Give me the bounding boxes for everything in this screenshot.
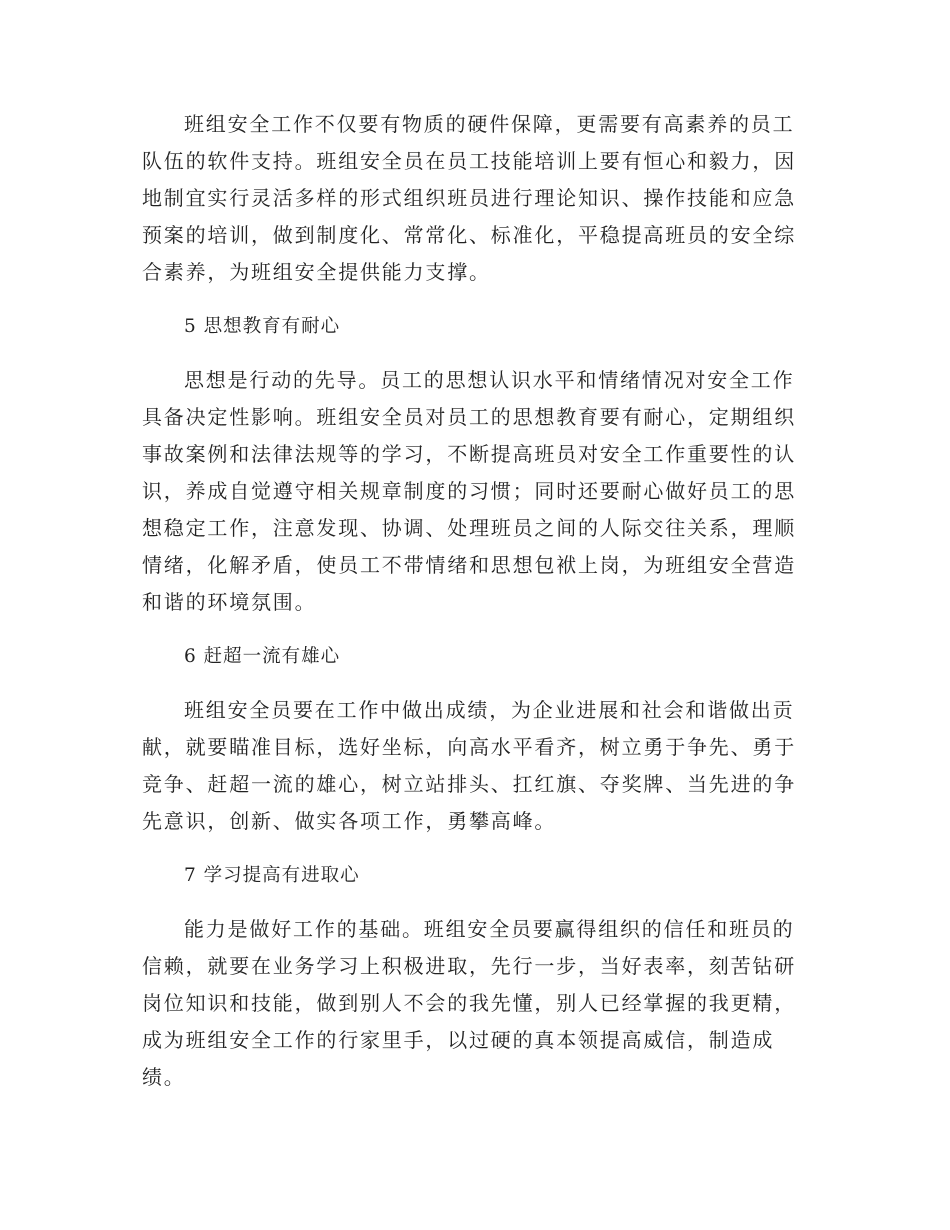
- paragraph-line: 思想是行动的先导。员工的思想认识水平和情绪情况对安全工作: [184, 368, 795, 392]
- section-heading: 5 思想教育有耐心: [184, 316, 341, 337]
- spacer: [142, 894, 808, 911]
- paragraph-line: 先意识，创新、做实各项工作，勇攀高峰。: [142, 809, 557, 833]
- paragraph: [142, 692, 808, 840]
- paragraph-line: 地制宜实行灵活多样的形式组织班员进行理论知识、操作技能和应急: [142, 186, 796, 210]
- spacer: [142, 621, 808, 638]
- spacer: [142, 345, 808, 362]
- paragraph-line: 绩。: [142, 1065, 186, 1089]
- section-heading: 7 学习提高有进取心: [184, 865, 360, 886]
- paragraph-line: 能力是做好工作的基础。班组安全员要赢得组织的信任和班员的: [184, 917, 795, 941]
- section-heading: 6 赶超一流有雄心: [184, 646, 341, 667]
- paragraph-line: 班组安全员要在工作中做出成绩，为企业进展和社会和谐做出贡: [184, 698, 795, 722]
- paragraph-line: 和谐的环境氛围。: [142, 590, 317, 614]
- paragraph: [142, 362, 808, 621]
- spacer: [142, 291, 808, 308]
- spacer: [142, 675, 808, 692]
- document-body: [142, 106, 808, 1096]
- paragraph: [142, 106, 808, 291]
- paragraph-line: 竞争、赶超一流的雄心，树立站排头、扛红旗、夺奖牌、当先进的争: [142, 772, 796, 796]
- paragraph-line: 合素养，为班组安全提供能力支撑。: [142, 260, 491, 284]
- paragraph-line: 信赖，就要在业务学习上积极进取，先行一步，当好表率，刻苦钻研: [142, 954, 796, 978]
- paragraph-line: 岗位知识和技能，做到别人不会的我先懂，别人已经掌握的我更精，: [142, 991, 796, 1015]
- paragraph-line: 情绪，化解矛盾，使员工不带情绪和思想包袱上岗，为班组安全营造: [142, 553, 796, 577]
- paragraph-line: 献，就要瞄准目标，选好坐标，向高水平看齐，树立勇于争先、勇于: [142, 735, 796, 759]
- paragraph-line: 成为班组安全工作的行家里手，以过硬的真本领提高威信，制造成: [142, 1028, 775, 1052]
- paragraph-line: 识，养成自觉遵守相关规章制度的习惯；同时还要耐心做好员工的思: [142, 479, 796, 503]
- paragraph-line: 具备决定性影响。班组安全员对员工的思想教育要有耐心，定期组织: [142, 405, 796, 429]
- paragraph-line: 班组安全工作不仅要有物质的硬件保障，更需要有高素养的员工: [184, 112, 795, 136]
- paragraph-line: 事故案例和法律法规等的学习，不断提高班员对安全工作重要性的认: [142, 442, 796, 466]
- paragraph-line: 预案的培训，做到制度化、常常化、标准化，平稳提高班员的安全综: [142, 223, 796, 247]
- paragraph: [142, 911, 808, 1096]
- spacer: [142, 840, 808, 857]
- paragraph-line: 想稳定工作，注意发现、协调、处理班员之间的人际交往关系，理顺: [142, 516, 796, 540]
- paragraph-line: 队伍的软件支持。班组安全员在员工技能培训上要有恒心和毅力，因: [142, 149, 796, 173]
